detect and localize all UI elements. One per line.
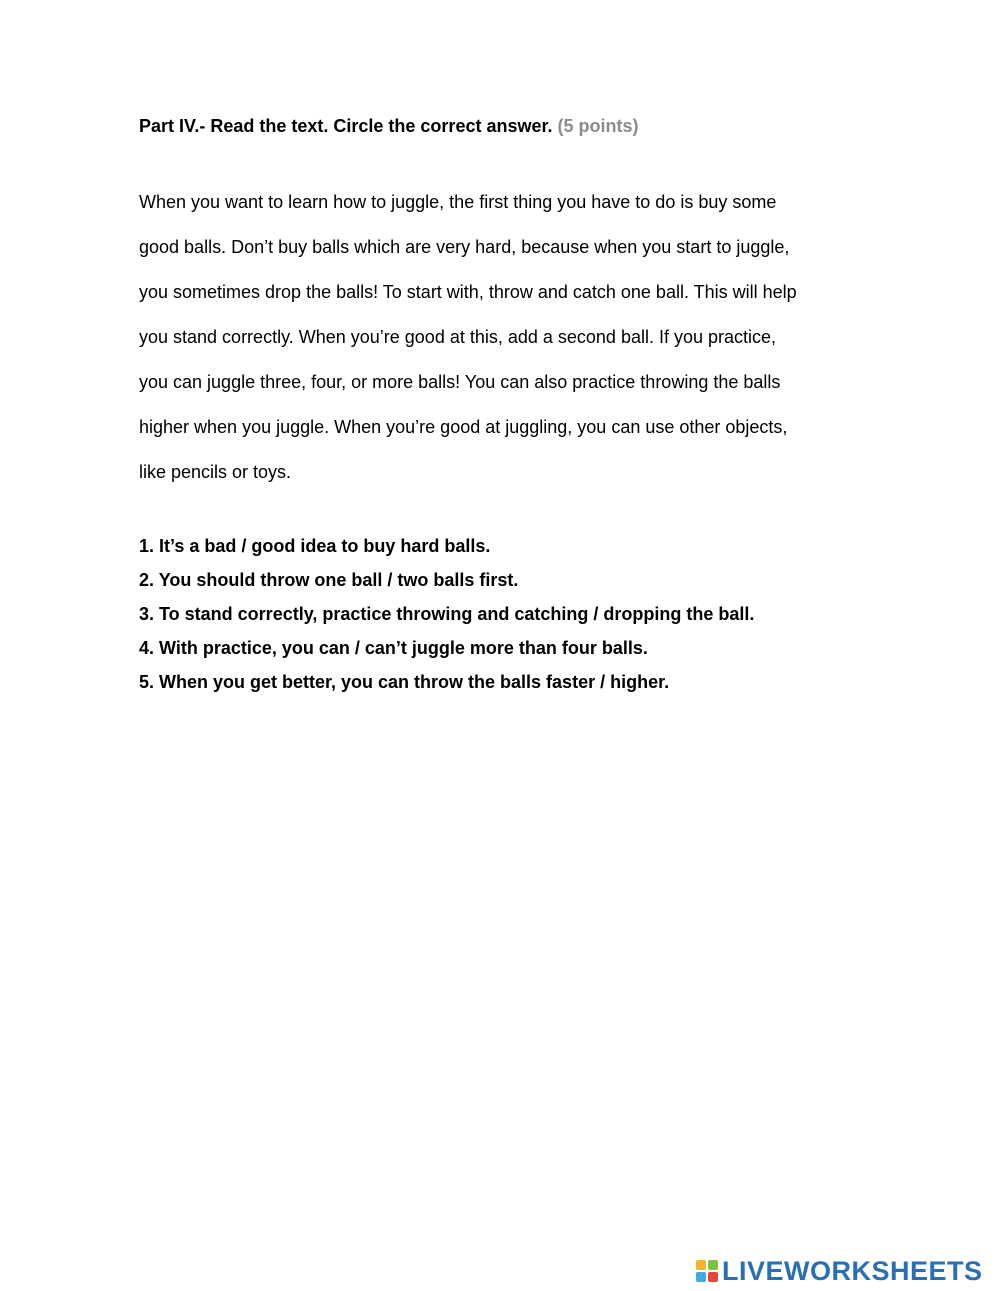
question-item[interactable]: 5. When you get better, you can throw the balls faster / higher. [139,672,670,692]
section-heading [139,116,639,137]
liveworksheets-logo [696,1254,983,1288]
passage-line: you stand correctly. When you’re good at this, add a second ball. If you practice, [139,327,777,347]
question-list [139,529,754,699]
logo-square [708,1260,718,1270]
passage-line: higher when you juggle. When you’re good at juggling, you can use other objects, [139,417,788,437]
heading-title: Part IV.- Read the text. Circle the correct answer. [139,116,553,136]
reading-passage [139,180,899,495]
question-item[interactable]: 2. You should throw one ball / two balls first. [139,570,519,590]
passage-line: like pencils or toys. [139,462,292,482]
question-item[interactable]: 4. With practice, you can / can’t juggle more than four balls. [139,638,648,658]
question-item[interactable]: 1. It’s a bad / good idea to buy hard balls. [139,536,491,556]
passage-line: you sometimes drop the balls! To start with, throw and catch one ball. This will help [139,282,797,302]
logo-square [696,1260,706,1270]
logo-mark-icon [696,1260,718,1282]
logo-square [708,1272,718,1282]
passage-line: good balls. Don’t buy balls which are very hard, because when you start to juggle, [139,237,790,257]
logo-text: LIVEWORKSHEETS [722,1255,983,1286]
question-item[interactable]: 3. To stand correctly, practice throwing and catching / dropping the ball. [139,604,755,624]
logo-square [696,1272,706,1282]
passage-line: you can juggle three, four, or more balls! You can also practice throwing the balls [139,372,781,392]
points-label: (5 points) [557,116,639,136]
passage-line: When you want to learn how to juggle, the first thing you have to do is buy some [139,192,777,212]
